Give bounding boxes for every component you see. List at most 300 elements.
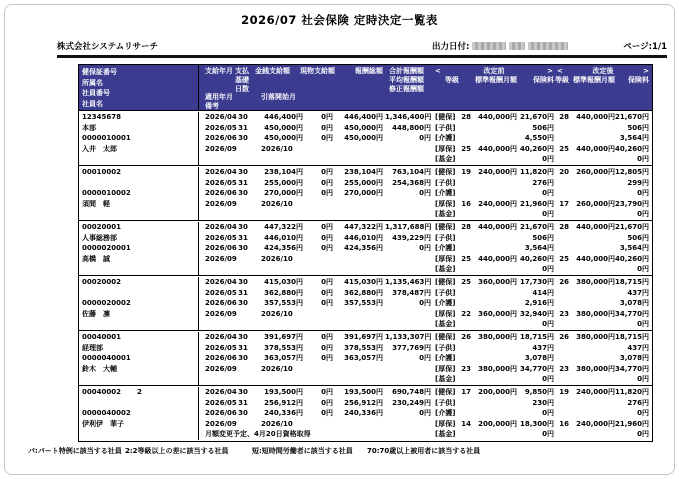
cell-base-days: 31: [238, 123, 248, 132]
cell-sum-average: 230,249円: [392, 398, 431, 407]
cell-total-amount: 450,000円: [344, 123, 383, 132]
cell-inkind-amount: 0円: [321, 343, 333, 352]
cell-post-premium: 0円: [637, 409, 649, 418]
header-card-number: 健保証番号: [82, 68, 117, 76]
cell-post-grade: 28: [559, 223, 569, 231]
legend-two-grade-diff: 2:2等級以上の差に該当する社員: [125, 447, 229, 455]
cell-base-days: 30: [238, 113, 248, 121]
cell-sum-fixed: 0円: [419, 134, 431, 143]
cell-post-grade: 20: [559, 168, 569, 176]
table-body: [79, 111, 652, 441]
cell-pay-month: 2026/06: [205, 134, 237, 143]
cell-pre-grade: [457, 374, 471, 385]
cell-pre-premium: 40,260円: [519, 254, 554, 263]
insurance-label-kodomo: [子供]: [435, 233, 456, 242]
cell-total-amount: 450,000円: [344, 134, 383, 143]
cell-inkind-amount: 0円: [321, 409, 333, 418]
header-pre-revision: 改定前: [483, 67, 505, 75]
cell-pre-premium: 230円: [532, 398, 554, 407]
insurance-label-kodomo: [子供]: [435, 178, 456, 187]
cell-post-monthly: [569, 319, 615, 330]
insurance-label-kosei: [厚保]: [435, 419, 456, 428]
redacted-date-block: [528, 42, 568, 50]
insurance-label-kenpo: [健保]: [435, 333, 456, 341]
header-inkind-amount: 現物支給額: [300, 67, 335, 75]
insurance-label-kenpo: [健保]: [435, 278, 456, 286]
cell-pay-month: 2026/05: [205, 288, 237, 297]
redacted-date-block: [472, 42, 506, 50]
cell-post-premium: 3,078円: [619, 354, 649, 363]
cell-post-premium: 0円: [637, 320, 649, 329]
header-post-monthly: 標準報酬月額: [573, 75, 615, 84]
employee-card-number: [79, 167, 199, 178]
cell-cash-amount: 238,104円: [264, 168, 303, 176]
cell-post-premium: 276円: [627, 398, 649, 407]
employee-card-number: [79, 387, 199, 398]
output-date: [432, 40, 568, 52]
insurance-label-kenpo: [健保]: [435, 223, 456, 231]
cell-post-grade: [555, 178, 569, 189]
cell-base-days: 30: [238, 278, 248, 286]
insurance-label-kosei: [厚保]: [435, 144, 456, 153]
card-number-value: 00040002: [82, 388, 121, 396]
cell-post-grade: [555, 408, 569, 419]
employee-card-number: [79, 277, 199, 288]
insurance-label-kosei: [厚保]: [435, 364, 456, 373]
header-rule: [57, 55, 667, 58]
header-apply-month: 適用年月: [205, 93, 233, 102]
employee-name: 鈴木 大輔: [79, 364, 199, 375]
cell-pre-monthly: [471, 398, 517, 409]
card-number-value: 12345678: [82, 113, 121, 121]
employee-card-number: [79, 222, 199, 233]
cell-pay-month: 2026/04: [205, 278, 237, 286]
cell-post-monthly: [569, 123, 615, 134]
cell-pre-monthly: 440,000円: [478, 144, 517, 153]
grade-diff-mark: 2: [136, 388, 142, 396]
header-debit-start: 引落開始月: [261, 93, 296, 102]
cell-post-monthly: 380,000円: [576, 333, 615, 341]
cell-post-monthly: 380,000円: [576, 278, 615, 286]
output-date-label: 出力日付:: [432, 42, 470, 52]
card-number-value: 00020002: [82, 278, 121, 286]
cell-pre-monthly: [471, 298, 517, 309]
cell-pre-premium: 0円: [542, 155, 554, 164]
header-sum-fixed: 修正報酬額: [389, 84, 424, 93]
company-name: 株式会社システムリサーチ: [57, 42, 158, 52]
cell-pay-month: 2026/04: [205, 333, 237, 341]
cell-post-premium: 21,670円: [615, 113, 650, 121]
cell-inkind-amount: 0円: [321, 134, 333, 143]
cell-inkind-amount: 0円: [321, 189, 333, 198]
cell-pay-month: 2026/05: [205, 233, 237, 242]
cell-cash-amount: 415,030円: [264, 278, 303, 286]
cell-pre-grade: [457, 178, 471, 189]
report-title: 2026/07 社会保険 定時決定一覧表: [241, 13, 438, 27]
cell-post-premium: 3,564円: [619, 244, 649, 253]
cell-sum-total: 1,346,400円: [385, 113, 432, 121]
cell-post-premium: 0円: [637, 210, 649, 219]
cell-post-premium: 34,770円: [615, 309, 650, 318]
cell-pay-month: 2026/06: [205, 409, 237, 418]
employee-name: 入井 太郎: [79, 144, 199, 155]
cell-sum-fixed: 0円: [419, 189, 431, 198]
employee-department: 人事総務部: [79, 233, 199, 244]
cell-post-grade: [555, 243, 569, 254]
cell-pay-month: 2026/06: [205, 244, 237, 253]
cell-post-grade: 23: [559, 309, 569, 318]
header-pre-monthly: 標準報酬月額: [475, 75, 517, 84]
insurance-label-kikin: [基金]: [435, 155, 456, 164]
cell-pay-month: 2026/05: [205, 343, 237, 352]
cell-pre-premium: 276円: [532, 178, 554, 187]
cell-post-monthly: [569, 288, 615, 299]
employee-block: [79, 166, 652, 221]
card-number-value: 00020001: [82, 223, 121, 231]
angle-left-icon: <: [557, 67, 563, 75]
cell-post-monthly: [569, 154, 615, 165]
cell-post-premium: 23,790円: [615, 199, 650, 208]
cell-pre-monthly: [471, 133, 517, 144]
cell-pre-monthly: [471, 429, 517, 440]
insurance-label-kenpo: [健保]: [435, 113, 456, 121]
insurance-label-kaigo: [介護]: [435, 134, 456, 143]
cell-post-premium: 21,670円: [615, 223, 650, 231]
cell-total-amount: 256,912円: [344, 398, 383, 407]
header-pay-basis-1: 支払: [235, 67, 249, 75]
cell-inkind-amount: 0円: [321, 354, 333, 363]
cell-post-grade: [555, 353, 569, 364]
cell-base-days: 30: [238, 134, 248, 143]
cell-pre-grade: [457, 188, 471, 199]
cell-total-amount: 238,104円: [344, 168, 383, 176]
cell-pre-monthly: [471, 408, 517, 419]
cell-pre-premium: 2,916円: [524, 299, 554, 308]
cell-post-monthly: 380,000円: [576, 364, 615, 373]
cell-pay-month: 2026/06: [205, 299, 237, 308]
cell-total-amount: 378,553円: [344, 343, 383, 352]
cell-remarks: [199, 264, 433, 275]
cell-pay-month: 2026/04: [205, 113, 237, 121]
cell-post-monthly: 260,000円: [576, 168, 615, 176]
cell-pre-grade: [457, 408, 471, 419]
cell-pre-monthly: 200,000円: [478, 419, 517, 428]
cell-cash-amount: 391,697円: [264, 333, 303, 341]
cell-apply-month: 2026/09: [205, 254, 237, 263]
insurance-label-kodomo: [子供]: [435, 343, 456, 352]
cell-pre-monthly: [471, 353, 517, 364]
employee-department: [79, 398, 199, 409]
cell-base-days: 31: [238, 343, 248, 352]
cell-post-premium: 34,770円: [615, 364, 650, 373]
cell-base-days: 31: [238, 233, 248, 242]
cell-remarks: 月額変更予定、4月20日資格取得: [205, 430, 311, 439]
cell-post-premium: 437円: [627, 343, 649, 352]
cell-base-days: 31: [238, 398, 248, 407]
cell-pre-grade: [457, 264, 471, 275]
employee-block: [79, 221, 652, 276]
cell-pre-grade: 14: [461, 419, 471, 428]
insurance-label-kaigo: [介護]: [435, 299, 456, 308]
cell-pre-premium: 3,078円: [524, 354, 554, 363]
cell-inkind-amount: 0円: [321, 244, 333, 253]
insurance-label-kaigo: [介護]: [435, 409, 456, 418]
cell-pre-monthly: 360,000円: [478, 278, 517, 286]
cell-pre-premium: 18,300円: [519, 419, 554, 428]
cell-post-premium: 40,260円: [615, 254, 650, 263]
cell-total-amount: 240,336円: [344, 409, 383, 418]
cell-pre-monthly: 440,000円: [478, 223, 517, 231]
cell-pre-monthly: 200,000円: [478, 388, 517, 396]
header-cash-amount: 金銭支給額: [255, 67, 290, 75]
cell-post-monthly: [569, 298, 615, 309]
cell-post-monthly: [569, 264, 615, 275]
insurance-label-kaigo: [介護]: [435, 244, 456, 253]
cell-post-monthly: [569, 243, 615, 254]
cell-pre-grade: 16: [461, 199, 471, 208]
cell-pre-monthly: 380,000円: [478, 333, 517, 341]
header-pre-grade: 等級: [445, 75, 459, 84]
angle-left-icon: <: [435, 67, 441, 75]
cell-post-monthly: 440,000円: [576, 144, 615, 153]
cell-base-days: 30: [238, 299, 248, 308]
insurance-label-kikin: [基金]: [435, 210, 456, 219]
cell-pre-monthly: 440,000円: [478, 254, 517, 263]
cell-sum-fixed: 0円: [419, 299, 431, 308]
cell-remarks: [199, 154, 433, 165]
cell-cash-amount: 424,356円: [264, 244, 303, 253]
header-employee-name: 社員名: [82, 99, 103, 108]
cell-cash-amount: 450,000円: [264, 134, 303, 143]
cell-post-premium: 0円: [637, 155, 649, 164]
cell-cash-amount: 447,322円: [264, 223, 303, 231]
cell-debit-start-month: 2026/10: [261, 254, 293, 263]
insurance-label-kaigo: [介護]: [435, 189, 456, 198]
cell-pre-premium: 3,564円: [524, 244, 554, 253]
legend-over-70: 70:70歳以上被用者に該当する社員: [367, 447, 481, 455]
cell-pre-monthly: 240,000円: [478, 168, 517, 176]
cell-cash-amount: 363,057円: [264, 354, 303, 363]
cell-base-days: 30: [238, 354, 248, 363]
cell-post-premium: 18,715円: [615, 333, 650, 341]
cell-pre-premium: 0円: [542, 375, 554, 384]
cell-base-days: 31: [238, 288, 248, 297]
cell-sum-average: 377,769円: [392, 343, 431, 352]
employee-department: 本部: [79, 123, 199, 134]
cell-post-grade: 28: [559, 113, 569, 121]
cell-post-grade: 26: [559, 333, 569, 341]
cell-post-monthly: [569, 429, 615, 440]
cell-total-amount: 255,000円: [344, 178, 383, 187]
cell-pre-premium: 0円: [542, 189, 554, 198]
cell-pre-grade: [457, 429, 471, 440]
employee-block: [79, 276, 652, 331]
cell-pre-monthly: [471, 374, 517, 385]
cell-pre-grade: 25: [461, 144, 471, 153]
cell-inkind-amount: 0円: [321, 233, 333, 242]
legend-short-time-worker: 短:短時間労働者に該当する社員: [252, 447, 353, 455]
cell-pre-premium: 0円: [542, 320, 554, 329]
cell-pre-grade: [457, 123, 471, 134]
insurance-label-kenpo: [健保]: [435, 168, 456, 176]
cell-pay-month: 2026/05: [205, 398, 237, 407]
cell-pay-month: 2026/04: [205, 168, 237, 176]
insurance-label-kosei: [厚保]: [435, 309, 456, 318]
cell-post-premium: 0円: [637, 265, 649, 274]
employee-number: 0000010002: [79, 188, 199, 199]
cell-post-premium: 3,078円: [619, 299, 649, 308]
cell-post-grade: [555, 188, 569, 199]
cell-pre-monthly: [471, 319, 517, 330]
cell-pre-monthly: [471, 264, 517, 275]
cell-post-monthly: [569, 408, 615, 419]
cell-pre-grade: [457, 209, 471, 220]
cell-inkind-amount: 0円: [321, 388, 333, 396]
cell-cash-amount: 446,010円: [264, 233, 303, 242]
header-right-columns: [199, 65, 652, 110]
header-total-amount: 報酬総額: [355, 67, 383, 75]
cell-sum-fixed: 0円: [419, 354, 431, 363]
cell-debit-start-month: 2026/10: [261, 144, 293, 153]
employee-number: 0000040001: [79, 353, 199, 364]
cell-post-grade: [555, 398, 569, 409]
cell-sum-total: 1,135,463円: [385, 278, 432, 286]
card-number-value: 00040001: [82, 333, 121, 341]
cell-post-grade: [555, 264, 569, 275]
cell-pre-grade: [457, 243, 471, 254]
cell-cash-amount: 450,000円: [264, 123, 303, 132]
cell-pre-grade: [457, 319, 471, 330]
cell-base-days: 30: [238, 409, 248, 418]
angle-right-icon: >: [547, 67, 553, 75]
header-remarks: 備考: [205, 102, 219, 111]
meta-row: [57, 40, 667, 52]
cell-post-monthly: 380,000円: [576, 309, 615, 318]
cell-pay-month: 2026/05: [205, 123, 237, 132]
cell-post-grade: [555, 298, 569, 309]
cell-pre-premium: 0円: [542, 409, 554, 418]
cell-inkind-amount: 0円: [321, 223, 333, 231]
cell-base-days: 30: [238, 168, 248, 176]
cell-post-premium: 299円: [627, 178, 649, 187]
cell-pay-month: 2026/04: [205, 388, 237, 396]
employee-name: 佐藤 凛: [79, 309, 199, 320]
cell-cash-amount: 378,553円: [264, 343, 303, 352]
cell-post-premium: 3,564円: [619, 134, 649, 143]
cell-post-monthly: 440,000円: [576, 254, 615, 263]
cell-pre-grade: 17: [461, 388, 471, 396]
header-pay-basis-3: 日数: [235, 84, 249, 93]
cell-base-days: 30: [238, 333, 248, 341]
cell-base-days: 30: [238, 244, 248, 253]
cell-base-days: 30: [238, 388, 248, 396]
cell-pre-premium: 0円: [542, 265, 554, 274]
cell-cash-amount: 193,500円: [264, 388, 303, 396]
insurance-label-kikin: [基金]: [435, 375, 456, 384]
header-post-premium: 保険料: [628, 75, 649, 84]
employee-card-number: [79, 332, 199, 343]
cell-cash-amount: 256,912円: [264, 398, 303, 407]
employee-name: 高橋 誠: [79, 254, 199, 265]
cell-sum-fixed: 0円: [419, 409, 431, 418]
employee-name: 伊利伊 華子: [79, 419, 199, 430]
cell-post-premium: 18,715円: [615, 278, 650, 286]
insurance-label-kikin: [基金]: [435, 265, 456, 274]
header-pre-premium: 保険料: [533, 75, 554, 84]
report-table: [78, 64, 653, 442]
cell-pay-month: 2026/04: [205, 223, 237, 231]
page-number: ページ:1/1: [623, 42, 667, 52]
cell-pre-grade: [457, 343, 471, 354]
cell-pre-grade: [457, 398, 471, 409]
cell-inkind-amount: 0円: [321, 333, 333, 341]
cell-pre-monthly: [471, 233, 517, 244]
cell-post-grade: 19: [559, 388, 569, 396]
employee-number: 0000040002: [79, 408, 199, 419]
cell-post-premium: 40,260円: [615, 144, 650, 153]
cell-post-monthly: [569, 343, 615, 354]
cell-sum-average: 448,800円: [392, 123, 431, 132]
insurance-label-kaigo: [介護]: [435, 354, 456, 363]
cell-pre-grade: [457, 288, 471, 299]
cell-pre-premium: 506円: [532, 233, 554, 242]
cell-pre-monthly: [471, 343, 517, 354]
cell-pre-grade: 25: [461, 278, 471, 286]
cell-post-monthly: [569, 209, 615, 220]
cell-debit-start-month: 2026/10: [261, 364, 293, 373]
cell-post-grade: 25: [559, 254, 569, 263]
cell-post-grade: [555, 288, 569, 299]
cell-pre-premium: 17,730円: [519, 278, 554, 286]
cell-pre-premium: 40,260円: [519, 144, 554, 153]
cell-sum-total: 690,748円: [392, 388, 431, 396]
insurance-label-kikin: [基金]: [435, 320, 456, 329]
cell-post-monthly: 440,000円: [576, 223, 615, 231]
cell-inkind-amount: 0円: [321, 398, 333, 407]
cell-post-premium: 0円: [637, 430, 649, 439]
cell-pre-monthly: [471, 209, 517, 220]
cell-pre-grade: 28: [461, 113, 471, 121]
cell-pre-grade: 28: [461, 223, 471, 231]
cell-pre-grade: [457, 298, 471, 309]
cell-pre-grade: 23: [461, 364, 471, 373]
angle-right-icon: >: [643, 67, 649, 75]
cell-pre-premium: 0円: [542, 210, 554, 219]
employee-block: [79, 386, 652, 441]
cell-cash-amount: 270,000円: [264, 189, 303, 198]
employee-number: 0000010001: [79, 133, 199, 144]
cell-post-monthly: 440,000円: [576, 113, 615, 121]
cell-post-monthly: [569, 353, 615, 364]
cell-post-monthly: [569, 133, 615, 144]
cell-post-monthly: [569, 374, 615, 385]
cell-pre-monthly: 440,000円: [478, 113, 517, 121]
cell-post-monthly: [569, 178, 615, 189]
cell-post-grade: [555, 123, 569, 134]
cell-pre-grade: [457, 233, 471, 244]
cell-post-grade: 25: [559, 144, 569, 153]
cell-cash-amount: 357,553円: [264, 299, 303, 308]
header-pay-basis-2: 基礎: [235, 75, 249, 84]
employee-department: 経理部: [79, 343, 199, 354]
cell-sum-average: 254,368円: [392, 178, 431, 187]
cell-total-amount: 391,697円: [344, 333, 383, 341]
cell-pre-premium: 34,770円: [519, 364, 554, 373]
cell-pre-premium: 4,550円: [524, 134, 554, 143]
cell-total-amount: 446,400円: [344, 113, 383, 121]
cell-apply-month: 2026/09: [205, 364, 237, 373]
header-employee-number: 社員番号: [82, 89, 110, 97]
